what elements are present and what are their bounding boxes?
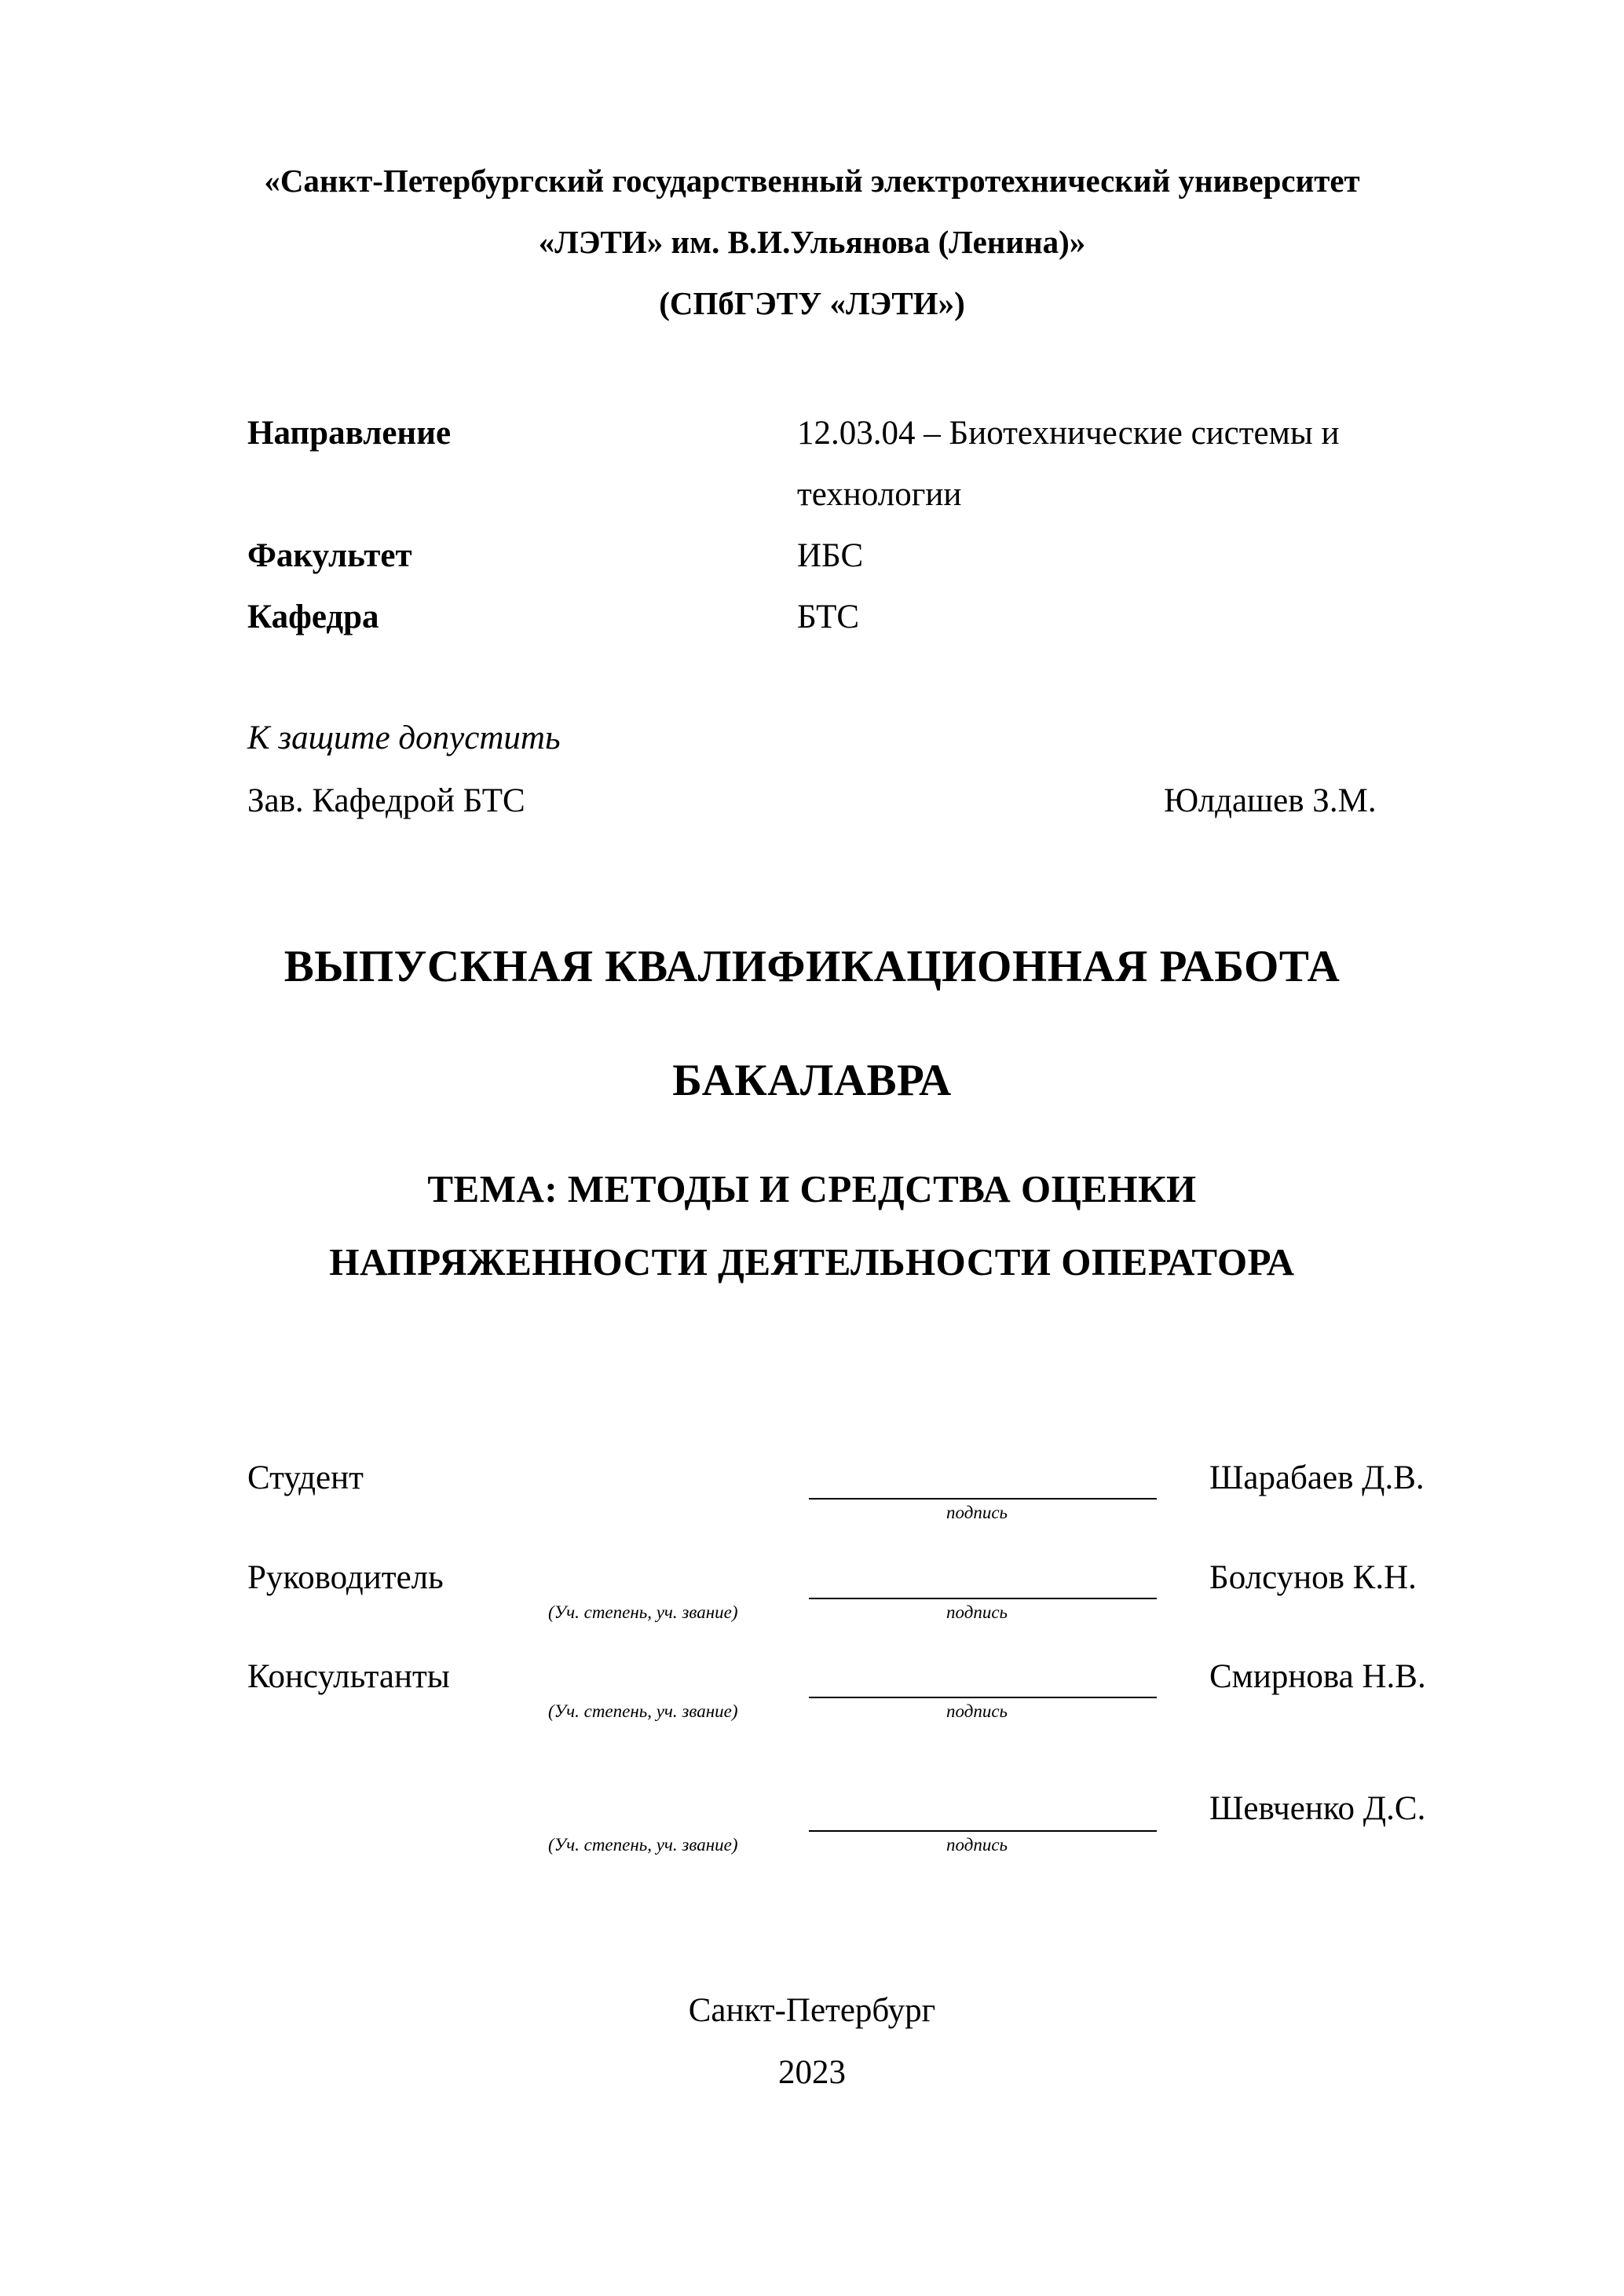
- consultant1-degree-caption: (Уч. степень, уч. звание): [548, 1701, 738, 1721]
- consultant2-degree-caption: (Уч. степень, уч. звание): [548, 1835, 738, 1855]
- student-name: Шарабаев Д.В.: [1209, 1459, 1425, 1496]
- footer-year: 2023: [778, 2054, 846, 2091]
- head-of-department-name: Юлдашев З.М.: [1164, 782, 1377, 819]
- consultant2-name: Шевченко Д.С.: [1209, 1790, 1426, 1827]
- consultant1-signature-line: [809, 1697, 1157, 1698]
- direction-label: Направление: [247, 415, 452, 452]
- faculty-value: ИБС: [797, 537, 864, 574]
- supervisor-name: Болсунов К.Н.: [1209, 1559, 1417, 1596]
- theme-line2: НАПРЯЖЕННОСТИ ДЕЯТЕЛЬНОСТИ ОПЕРАТОРА: [329, 1240, 1295, 1283]
- supervisor-degree-caption: (Уч. степень, уч. звание): [548, 1602, 738, 1622]
- university-abbreviation: (СПбГЭТУ «ЛЭТИ»): [659, 285, 965, 321]
- work-title-line1: ВЫПУСКНАЯ КВАЛИФИКАЦИОННАЯ РАБОТА: [283, 942, 1341, 991]
- supervisor-signature-caption: подпись: [946, 1602, 1008, 1622]
- student-label: Студент: [247, 1459, 364, 1496]
- consultant2-signature-caption: подпись: [946, 1835, 1008, 1855]
- consultant2-signature-line: [809, 1830, 1157, 1832]
- supervisor-label: Руководитель: [247, 1559, 444, 1596]
- department-value: БТС: [797, 599, 860, 635]
- student-signature-caption: подпись: [946, 1503, 1008, 1522]
- consultants-label: Консультанты: [247, 1658, 450, 1695]
- consultant1-signature-caption: подпись: [946, 1701, 1008, 1721]
- student-signature-line: [809, 1498, 1157, 1500]
- faculty-label: Факультет: [247, 537, 412, 574]
- head-of-department-label: Зав. Кафедрой БТС: [247, 782, 525, 819]
- university-name-line2: «ЛЭТИ» им. В.И.Ульянова (Ленина)»: [538, 224, 1086, 260]
- direction-value-line2: технологии: [797, 476, 962, 513]
- consultant1-name: Смирнова Н.В.: [1209, 1658, 1426, 1695]
- department-label: Кафедра: [247, 599, 379, 635]
- approval-note: К защите допустить: [247, 720, 561, 756]
- footer-city: Санкт-Петербург: [688, 1992, 936, 2029]
- supervisor-signature-line: [809, 1598, 1157, 1599]
- work-title-line2: БАКАЛАВРА: [672, 1056, 952, 1105]
- direction-value-line1: 12.03.04 – Биотехнические системы и: [797, 415, 1340, 452]
- theme-line1: ТЕМА: МЕТОДЫ И СРЕДСТВА ОЦЕНКИ: [427, 1167, 1197, 1210]
- university-name-line1: «Санкт-Петербургский государственный электротехнический университет: [264, 163, 1360, 199]
